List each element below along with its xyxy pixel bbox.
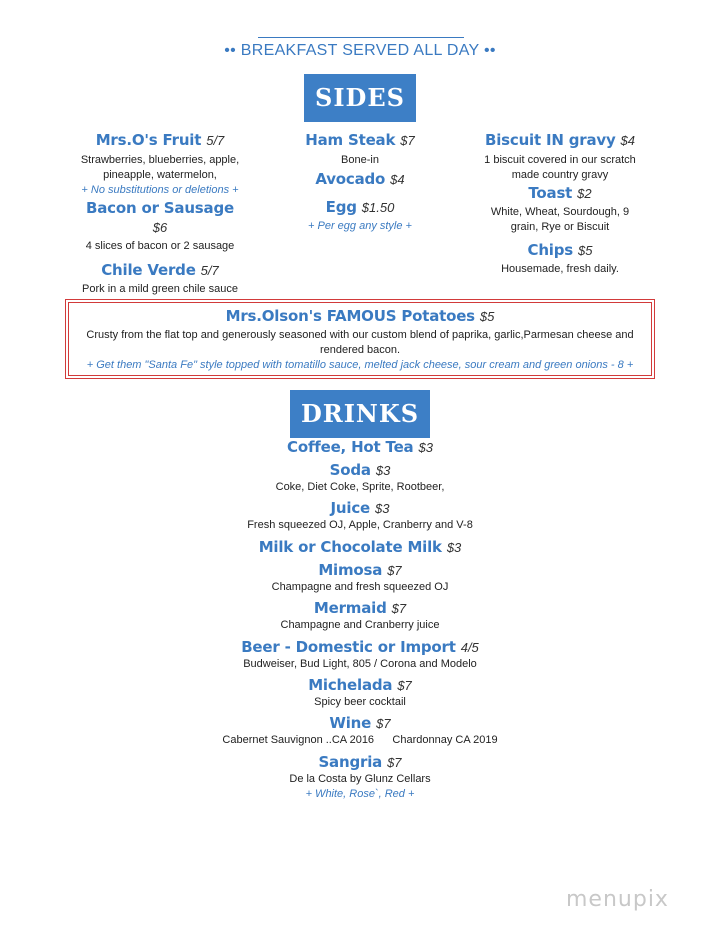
drink-item [160, 461, 560, 495]
item-name: Avocado [315, 170, 386, 188]
side-item-avocado [260, 170, 460, 189]
item-desc: Housemade, fresh daily. [501, 263, 619, 275]
drink-item [160, 638, 560, 672]
side-item-bacon [60, 199, 260, 254]
item-price: $5 [479, 309, 495, 324]
item-desc: Crusty from the flat top and generously seasoned with our custom blend of paprika, garlic,Parmesan cheese and [86, 329, 634, 341]
item-name: Mrs.Olson's FAMOUS Potatoes [225, 307, 475, 325]
item-name: Beer - Domestic or Import [241, 638, 456, 656]
item-name: Toast [528, 184, 573, 202]
item-desc: White, Wheat, Sourdough, 9 [490, 206, 630, 218]
item-price: $7 [391, 601, 407, 616]
item-desc: De la Costa by Glunz Cellars [289, 773, 431, 785]
item-name: Wine [329, 714, 372, 732]
item-desc: rendered bacon. [319, 344, 401, 356]
item-price: $7 [387, 563, 402, 578]
item-price: 5/7 [206, 133, 225, 148]
item-price: $2 [577, 186, 592, 201]
drink-item [160, 676, 560, 710]
item-price: $3 [418, 440, 433, 455]
item-name: Chips [527, 241, 574, 259]
item-desc: Bone-in [341, 154, 379, 166]
drink-item [160, 499, 560, 533]
item-desc: pineapple, watermelon, [103, 169, 217, 181]
side-item-biscuit-gravy [460, 131, 660, 183]
item-price: $3 [446, 540, 462, 555]
drink-item [160, 753, 560, 802]
side-item-egg [260, 198, 460, 234]
item-desc: Pork in a mild green chile sauce [82, 283, 238, 295]
item-name: Milk or Chocolate Milk [258, 538, 442, 556]
tagline: •• BREAKFAST SERVED ALL DAY •• [224, 42, 496, 59]
item-desc: Budweiser, Bud Light, 805 / Corona and Modelo [243, 658, 477, 670]
item-desc: 4 slices of bacon or 2 sausage [85, 240, 235, 252]
item-price: $3 [375, 463, 391, 478]
item-note: + Per egg any style + [308, 220, 412, 232]
side-item-chips [460, 241, 660, 277]
item-price: $4 [620, 133, 636, 148]
item-desc: Fresh squeezed OJ, Apple, Cranberry and V-8 [247, 519, 473, 531]
drink-item [160, 714, 560, 748]
item-name: Sangria [318, 753, 383, 771]
item-price: $7 [397, 678, 412, 693]
item-name: Mimosa [318, 561, 383, 579]
item-note: + Get them "Santa Fe" style topped with tomatillo sauce, melted jack cheese, sour cream and green onions - 8 + [86, 359, 634, 371]
drink-item [160, 561, 560, 595]
item-desc: Strawberries, blueberries, apple, [80, 154, 240, 166]
item-name: Mermaid [313, 599, 387, 617]
side-item-toast [460, 184, 660, 235]
side-item-fruit [60, 131, 260, 198]
item-desc: Cabernet Sauvignon ..CA 2016 Chardonnay CA 2019 [222, 734, 498, 746]
item-name: Coffee, Hot Tea [287, 438, 414, 456]
item-price: $1.50 [361, 200, 395, 215]
potatoes-item [70, 307, 650, 373]
item-note: + White, Rose`, Red + [305, 788, 415, 800]
item-note: + No substitutions or deletions + [81, 184, 239, 196]
item-price: 5/7 [200, 263, 219, 278]
drinks-banner [290, 390, 430, 438]
item-price: $7 [376, 716, 391, 731]
item-name: Mrs.O's Fruit [95, 131, 202, 149]
side-item-chile-verde [60, 261, 260, 297]
sides-title: SIDES [315, 83, 405, 112]
sides-banner [304, 74, 416, 122]
item-desc: made country gravy [511, 169, 609, 181]
item-price: $7 [400, 133, 415, 148]
item-price: $6 [152, 220, 168, 235]
item-name: Michelada [308, 676, 393, 694]
item-price: $4 [390, 172, 405, 187]
drink-item [160, 438, 560, 457]
watermark-logo [566, 887, 669, 912]
watermark-text: menupix [566, 887, 669, 912]
side-item-ham-steak [260, 131, 460, 168]
item-desc: 1 biscuit covered in our scratch [484, 154, 636, 166]
item-price: $5 [578, 243, 593, 258]
item-name: Ham Steak [305, 131, 396, 149]
item-desc: Spicy beer cocktail [314, 696, 406, 708]
item-price: $7 [387, 755, 402, 770]
drink-item [160, 538, 560, 557]
item-name: Biscuit IN gravy [484, 131, 616, 149]
item-name: Bacon or Sausage [86, 199, 234, 217]
item-desc: Champagne and Cranberry juice [280, 619, 440, 631]
item-name: Egg [325, 198, 357, 216]
item-desc: Coke, Diet Coke, Sprite, Rootbeer, [275, 481, 445, 493]
item-price: $3 [375, 501, 390, 516]
item-price: 4/5 [460, 640, 479, 655]
drink-item [160, 599, 560, 633]
item-desc: grain, Rye or Biscuit [510, 221, 610, 233]
drinks-title: DRINKS [300, 399, 420, 428]
item-name: Chile Verde [101, 261, 196, 279]
item-desc: Champagne and fresh squeezed OJ [271, 581, 449, 593]
item-name: Soda [329, 461, 371, 479]
item-name: Juice [330, 499, 370, 517]
header-rule [258, 37, 464, 38]
